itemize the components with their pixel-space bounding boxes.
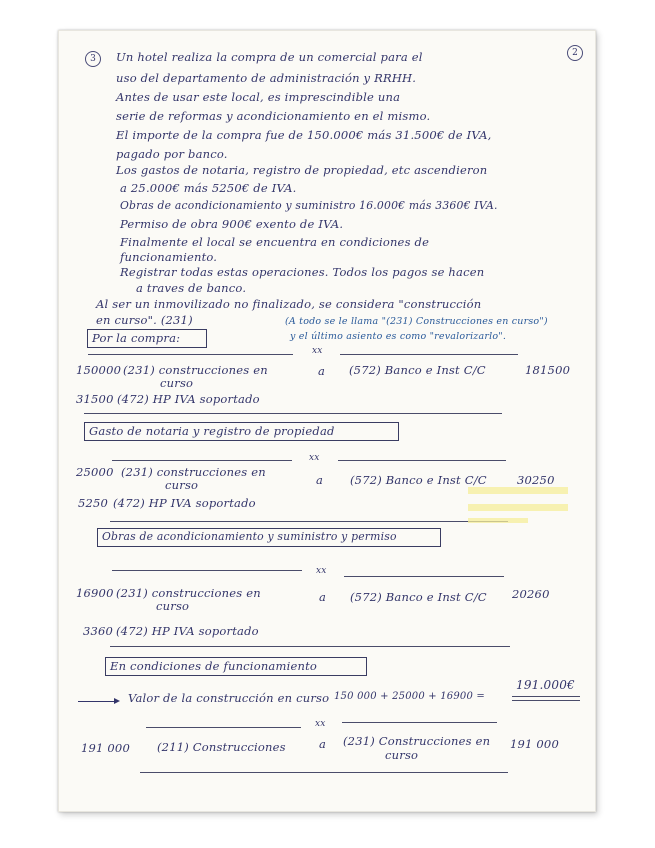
section-title-box (84, 422, 399, 441)
credit-a: a (318, 364, 326, 378)
statement-line: a traves de banco. (136, 281, 247, 295)
highlighter-mark (468, 504, 568, 511)
section-title-box (97, 528, 441, 547)
debit-amount: 31500 (76, 392, 114, 406)
statement-line: Finalmente el local se encuentra en condiciones de (120, 235, 430, 249)
debit-amount: 25000 (76, 465, 114, 479)
statement-line: funcionamiento. (120, 250, 218, 264)
credit-account: (231) Construcciones en (343, 734, 491, 748)
credit-a: a (319, 590, 327, 604)
journal-rule (146, 727, 301, 728)
credit-amount: 181500 (525, 363, 571, 377)
section-title: En condiciones de funcionamiento (110, 659, 318, 673)
debit-account: (211) Construcciones (157, 740, 286, 754)
journal-rule (84, 413, 502, 414)
statement-line: Permiso de obra 900€ exento de IVA. (120, 217, 344, 231)
journal-rule (112, 460, 292, 461)
calc-expression: 150 000 + 25000 + 16900 = (334, 691, 486, 702)
section-title-box (87, 329, 207, 348)
debit-account-cont: curso (156, 599, 190, 613)
journal-rule (342, 722, 497, 723)
debit-account-cont: curso (160, 376, 194, 390)
journal-rule (110, 521, 508, 522)
intro-line: Al ser un inmovilizado no finalizado, se considera "construcción (96, 297, 482, 311)
statement-line: Un hotel realiza la compra de un comercial para el (116, 50, 423, 64)
highlighter-mark (468, 518, 528, 523)
debit-account: (231) construcciones en (123, 363, 268, 377)
statement-line: uso del departamento de administración y RRHH. (116, 71, 417, 85)
debit-amount: 3360 (83, 624, 114, 638)
debit-account: (231) construcciones en (116, 586, 261, 600)
credit-account-cont: curso (385, 748, 419, 762)
credit-amount: 20260 (512, 587, 550, 601)
calc-result: 191.000€ (516, 678, 575, 692)
calc-label: Valor de la construcción en curso (128, 691, 330, 705)
credit-account: (572) Banco e Inst C/C (350, 590, 487, 604)
journal-rule (110, 646, 510, 647)
section-title-box (105, 657, 367, 676)
journal-rule (140, 772, 508, 773)
statement-line: El importe de la compra fue de 150.000€ más 31.500€ de IVA, (116, 128, 492, 142)
exercise-number-circle (85, 51, 101, 67)
entry-separator: xx (309, 453, 320, 463)
debit-amount: 191 000 (81, 741, 130, 755)
page-number-circle (567, 45, 583, 61)
credit-amount: 30250 (517, 473, 555, 487)
entry-separator: xx (315, 719, 326, 729)
debit-account: (472) HP IVA soportado (113, 496, 256, 510)
credit-account: (572) Banco e Inst C/C (349, 363, 486, 377)
statement-line: Los gastos de notaria, registro de propiedad, etc ascendieron (116, 163, 488, 177)
highlighter-mark (468, 487, 568, 494)
debit-account: (472) HP IVA soportado (117, 392, 260, 406)
debit-amount: 5250 (78, 496, 109, 510)
credit-amount: 191 000 (510, 737, 559, 751)
statement-line: serie de reformas y acondicionamiento en el mismo. (116, 109, 431, 123)
exercise-number: 3 (90, 54, 96, 64)
entry-separator: xx (312, 346, 323, 356)
intro-line: en curso". (231) (96, 313, 193, 327)
arrow-right-icon (78, 701, 118, 702)
credit-a: a (316, 473, 324, 487)
section-title: Gasto de notaria y registro de propiedad (89, 424, 335, 438)
statement-line: Obras de acondicionamiento y suministro 16.000€ más 3360€ IVA. (120, 199, 498, 212)
section-title: Obras de acondicionamiento y suministro y permiso (102, 530, 397, 543)
result-underline (512, 700, 580, 701)
journal-rule (112, 570, 302, 571)
credit-account: (572) Banco e Inst C/C (350, 473, 487, 487)
credit-a: a (319, 737, 327, 751)
statement-line: Antes de usar este local, es imprescindible una (116, 90, 401, 104)
journal-rule (88, 354, 293, 355)
journal-rule (344, 576, 504, 577)
journal-rule (340, 354, 518, 355)
statement-line: pagado por banco. (116, 147, 228, 161)
debit-amount: 150000 (76, 363, 122, 377)
blue-note-line: y el último asiento es como "revalorizarlo". (290, 331, 507, 342)
debit-account: (231) construcciones en (121, 465, 266, 479)
section-title: Por la compra: (92, 331, 181, 345)
result-underline (512, 696, 580, 697)
debit-account-cont: curso (165, 478, 199, 492)
statement-line: a 25.000€ más 5250€ de IVA. (120, 181, 297, 195)
page-number: 2 (572, 48, 578, 58)
statement-line: Registrar todas estas operaciones. Todos los pagos se hacen (120, 265, 485, 279)
entry-separator: xx (316, 566, 327, 576)
journal-rule (338, 460, 506, 461)
blue-note-line: (A todo se le llama "(231) Construcciones en curso") (285, 316, 548, 327)
debit-account: (472) HP IVA soportado (116, 624, 259, 638)
debit-amount: 16900 (76, 586, 114, 600)
